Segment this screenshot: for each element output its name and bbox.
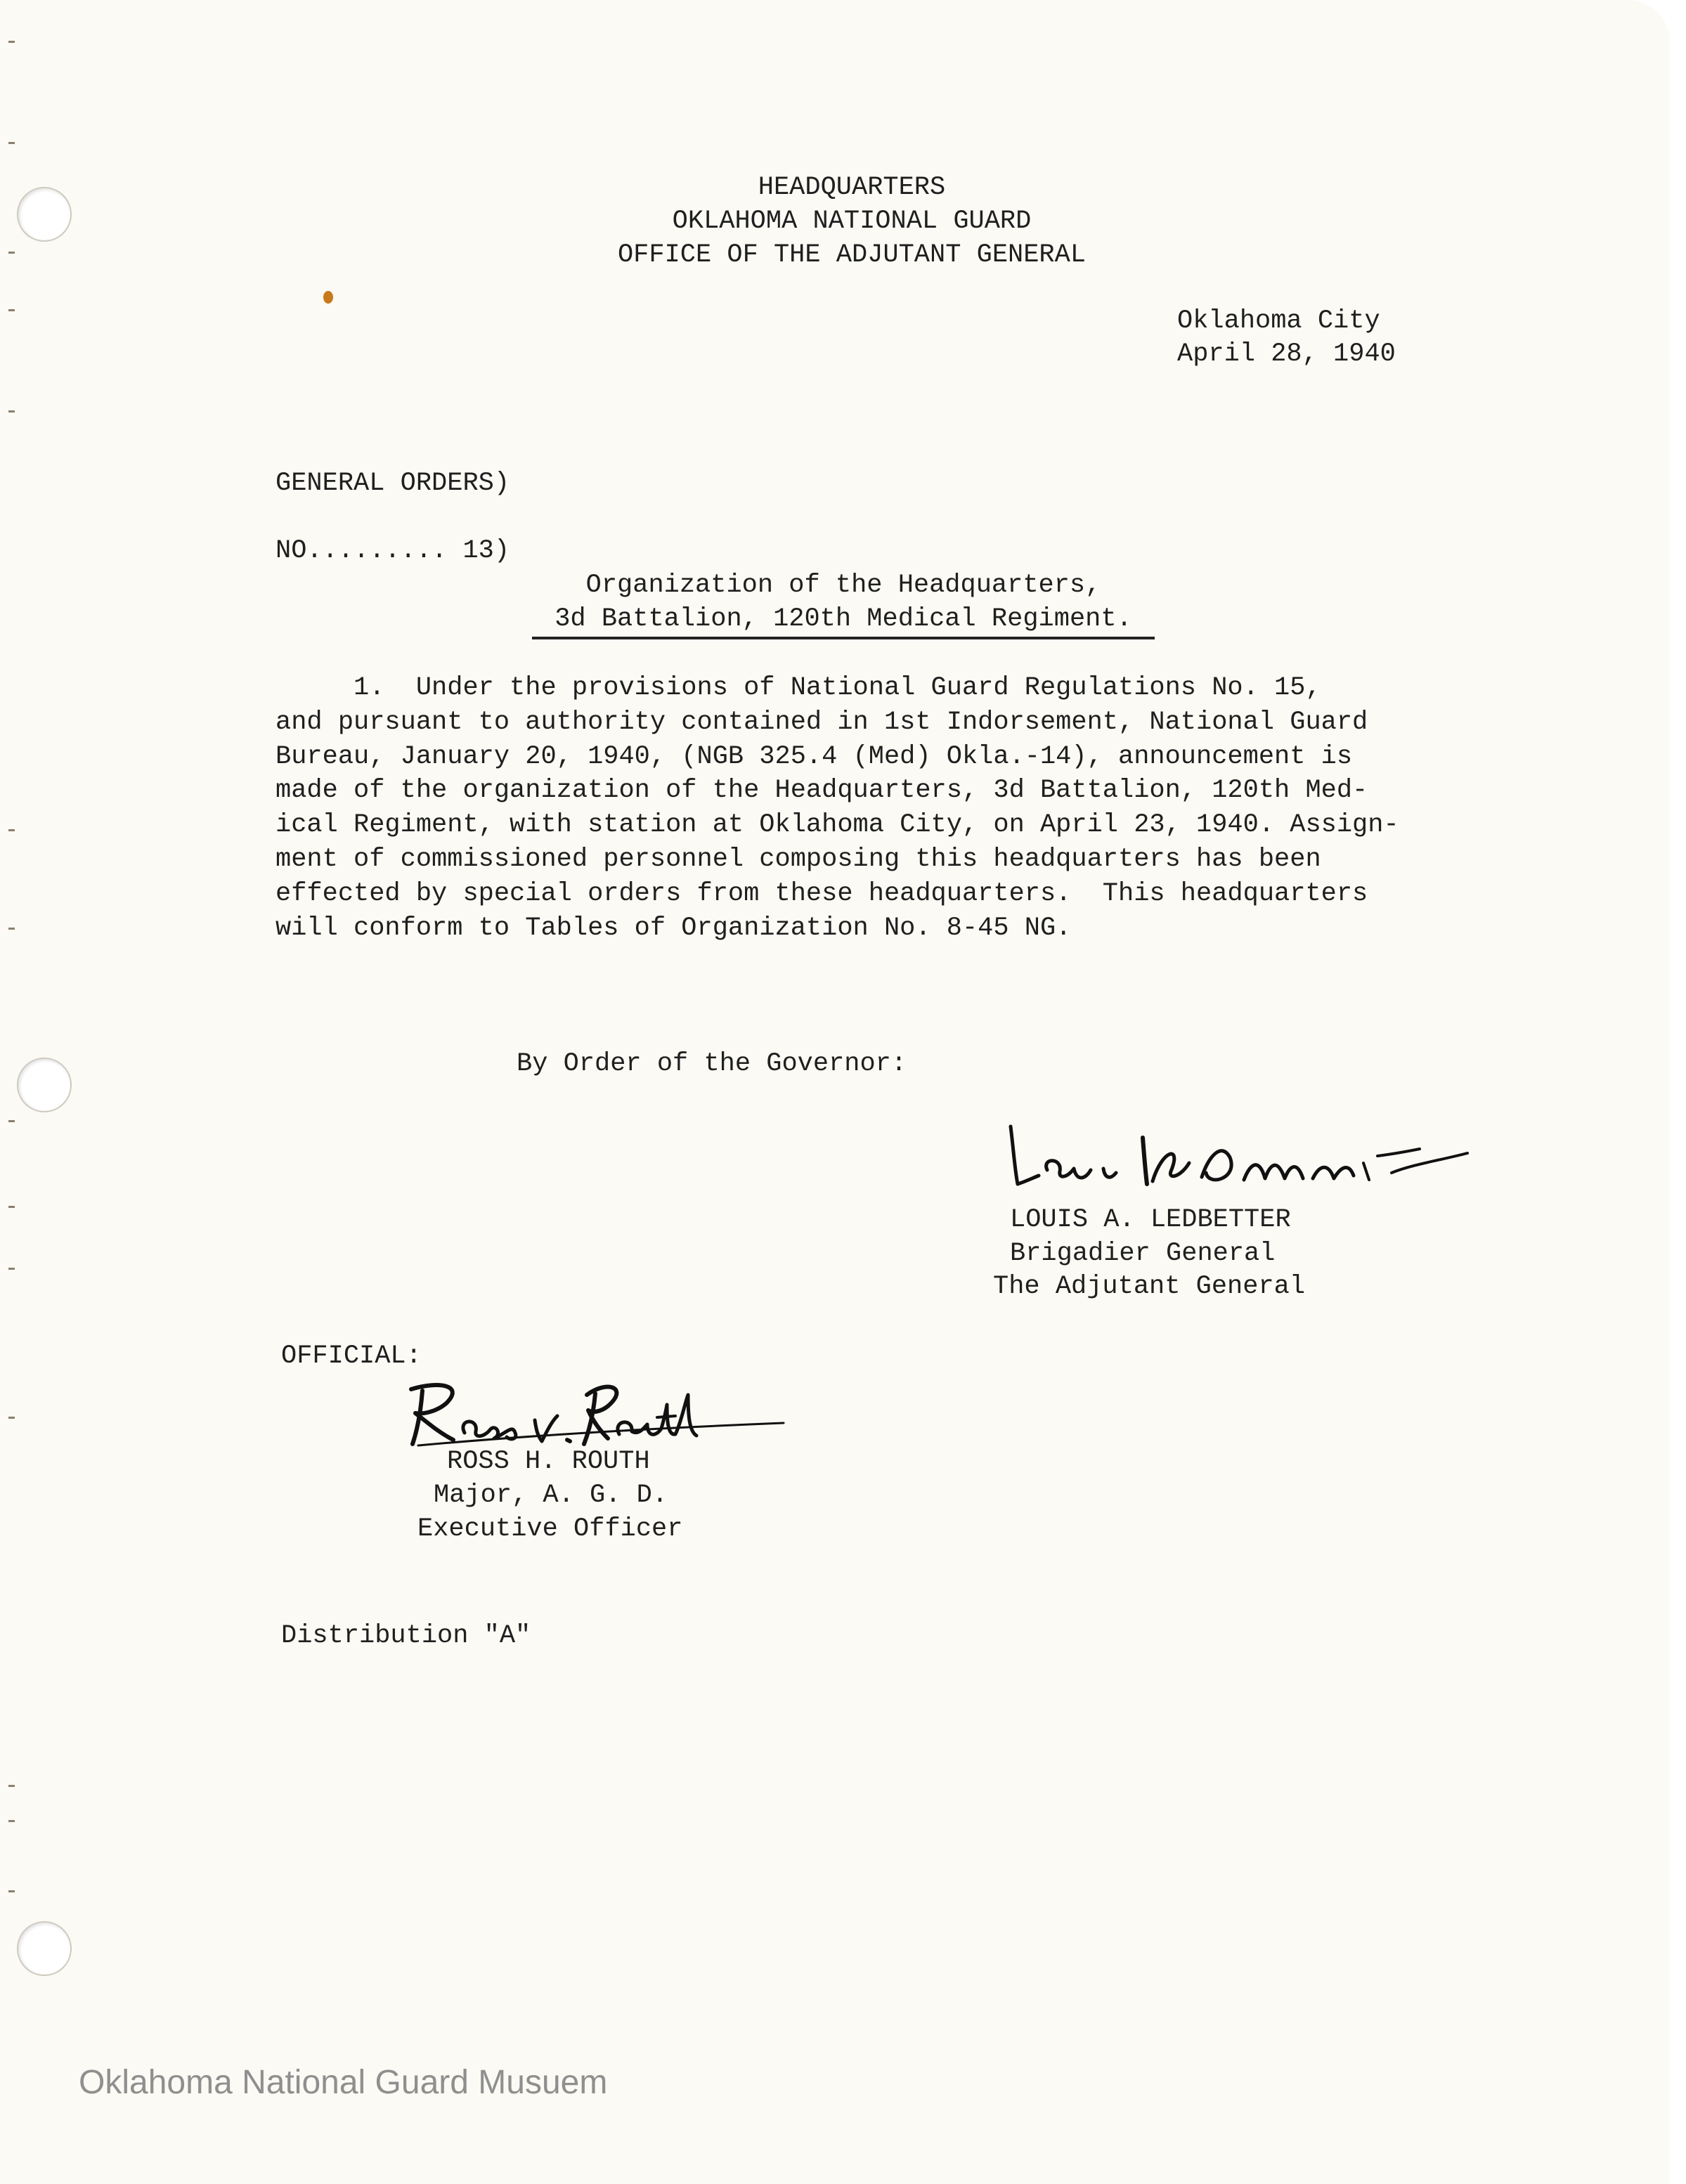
subject-underline (532, 637, 1155, 639)
binder-hole-middle (17, 1058, 72, 1112)
binder-hole-bottom (17, 1921, 72, 1976)
official-rank: Major, A. G. D. (434, 1481, 668, 1510)
letterhead-line-1: HEADQUARTERS (758, 173, 946, 202)
body-line-8: will conform to Tables of Organization No. 8-45 NG. (275, 914, 1072, 943)
body-line-3: Bureau, January 20, 1940, (NGB 325.4 (Med) Okla.-14), announcement is (275, 742, 1353, 772)
dateline-place: Oklahoma City (1177, 306, 1380, 336)
subject-line-1: Organization of the Headquarters, (585, 571, 1101, 600)
body-line-1: 1. Under the provisions of National Guard Regulations No. 15, (275, 673, 1321, 703)
edge-mark (8, 1206, 15, 1208)
body-line-5: ical Regiment, with station at Oklahoma City, on April 23, 1940. Assign- (275, 810, 1399, 840)
body-line-6: ment of commissioned personnel composing this headquarters has been (275, 845, 1321, 874)
signatory-name: LOUIS A. LEDBETTER (1010, 1205, 1291, 1235)
authority-line: By Order of the Governor: (517, 1049, 907, 1079)
routh-signature (397, 1374, 791, 1451)
official-label: OFFICIAL: (281, 1341, 422, 1371)
edge-mark (8, 1785, 15, 1787)
edge-mark (8, 252, 15, 254)
general-orders-number: NO......... 13) (275, 536, 510, 566)
subject-line-2: 3d Battalion, 120th Medical Regiment. (555, 604, 1132, 634)
ink-stain (323, 291, 333, 304)
edge-mark (8, 928, 15, 930)
binder-hole-top (17, 187, 72, 242)
letterhead-line-2: OKLAHOMA NATIONAL GUARD (672, 207, 1032, 236)
distribution-line: Distribution "A" (281, 1621, 531, 1651)
official-name: ROSS H. ROUTH (447, 1447, 650, 1476)
edge-mark (8, 41, 15, 43)
body-line-2: and pursuant to authority contained in 1st Indorsement, National Guard (275, 708, 1368, 737)
edge-mark (8, 829, 15, 831)
letterhead-line-3: OFFICE OF THE ADJUTANT GENERAL (617, 240, 1087, 270)
edge-mark (8, 1890, 15, 1892)
edge-mark (8, 1268, 15, 1270)
signatory-rank: Brigadier General (1010, 1239, 1276, 1268)
ledbetter-signature (998, 1114, 1490, 1205)
edge-mark (8, 309, 15, 311)
dateline-date: April 28, 1940 (1177, 339, 1396, 369)
edge-mark (8, 1820, 15, 1822)
general-orders-label: GENERAL ORDERS) (275, 469, 510, 498)
signatory-title: The Adjutant General (993, 1272, 1306, 1301)
edge-mark (8, 1417, 15, 1419)
edge-mark (8, 410, 15, 412)
edge-mark (8, 1120, 15, 1122)
body-line-7: effected by special orders from these headquarters. This headquarters (275, 879, 1368, 909)
museum-watermark: Oklahoma National Guard Musuem (79, 2064, 608, 2101)
official-title: Executive Officer (417, 1514, 683, 1544)
body-line-4: made of the organization of the Headquarters, 3d Battalion, 120th Med- (275, 776, 1368, 805)
edge-mark (8, 142, 15, 144)
